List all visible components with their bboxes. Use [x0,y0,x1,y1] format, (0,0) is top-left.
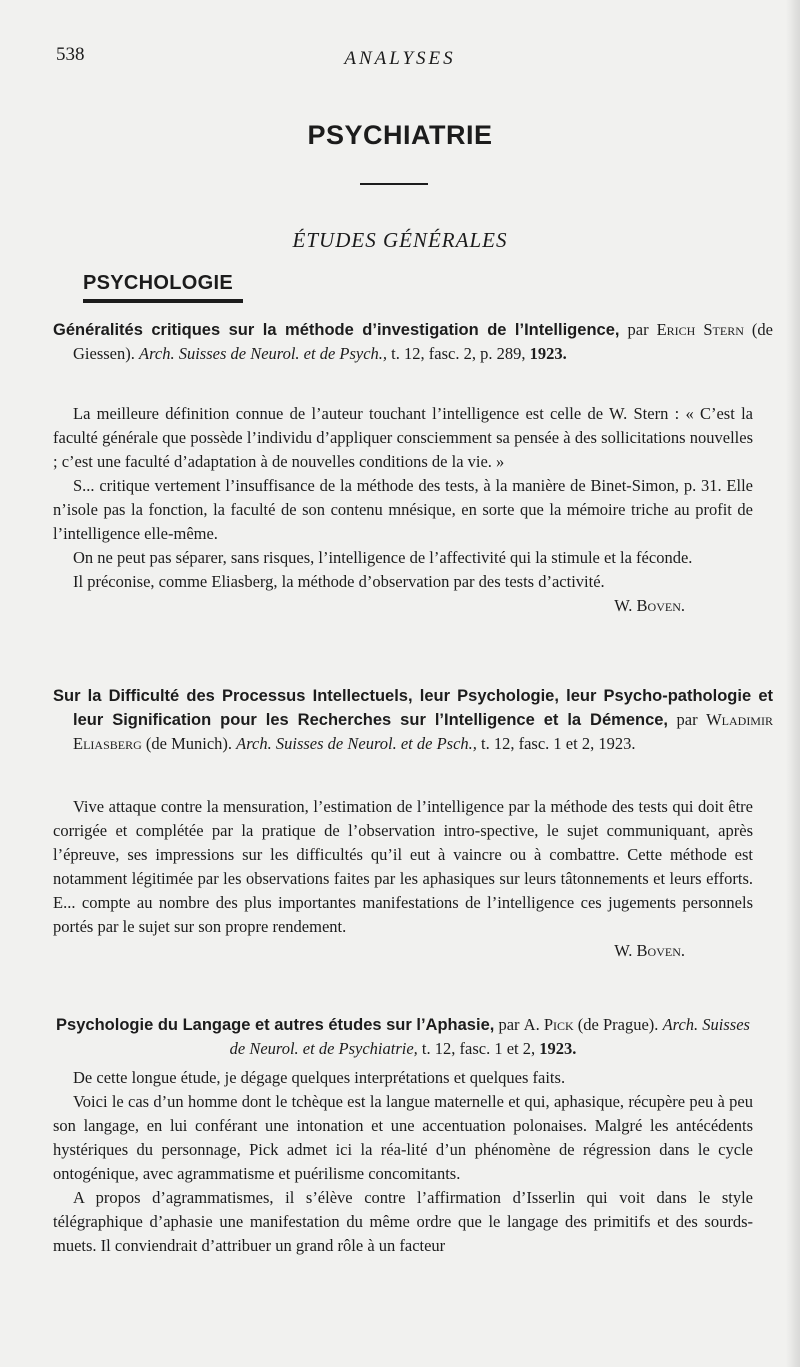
ref-details: t. 12, fasc. 1 et 2, [417,1039,540,1058]
section-heading: ÉTUDES GÉNÉRALES [292,228,508,252]
article-body [53,402,753,618]
reviewer-signature: W. Boven. [614,941,685,960]
author-place: (de Munich). [141,734,237,753]
journal-name: Arch. Suisses de Neurol. et de Psych., [138,344,388,363]
article-reference [53,318,773,366]
ref-par: par [619,320,657,339]
chapter-title: PSYCHIATRIE [307,120,493,150]
subsection-heading: PSYCHOLOGIE [83,272,233,294]
article-author: A. Pick [523,1015,574,1034]
author-place: (de Giessen). [73,320,773,363]
paragraph: A propos d’agrammatismes, il s’élève contre l’affirmation d’Isserlin qui voit dans le style télégraphique d’aphasie une manifestation du même ordre que le langage des primitifs et des sourds-muets. Il conviendrait d’attribuer un grand rôle à un facteur [53,1188,753,1255]
journal-name: Arch. Suisses de Neurol. et de Psychiatrie, [229,1015,750,1058]
paragraph: Il préconise, comme Eliasberg, la méthode d’observation par des tests d’activité. [73,572,605,591]
article-author: Erich Stern [656,320,744,339]
article-title: Psychologie du Langage et autres études sur l’Aphasie, [56,1016,495,1034]
article-reference [53,684,773,756]
paragraph: Voici le cas d’un homme dont le tchèque est la langue maternelle et qui, aphasique, récupère peu à peu son langage, en lui conférant une intonation et une accentuation polonaises. Malgré les antécédents hystériques du personnage, Pick admet ici la réa-lité d’un phénomène de régression dans le cycle ontogénique, avec agrammatisme et puérilisme concomitants. [53,1092,753,1183]
paragraph: On ne peut pas séparer, sans risques, l’intelligence de l’affectivité qui la stimule et la féconde. [73,548,693,567]
article-title: Sur la Difficulté des Processus Intellectuels, leur Psychologie, leur Psycho-pathologie et leur Signification pour les Recherches sur l’Intelligence et la Démence, [53,687,773,729]
article-title: Généralités critiques sur la méthode d’investigation de l’Intelligence, [53,321,620,339]
article-reference [53,1013,753,1061]
journal-name: Arch. Suisses de Neurol. et de Psch., [236,734,477,753]
article-body [53,795,753,963]
paragraph: La meilleure définition connue de l’auteur touchant l’intelligence est celle de W. Stern : « C’est la faculté générale que possède l’individu d’appliquer consciemment sa pensée à des sollicitations nouvelles ; c’est une faculté d’adaptation à de nouvelles conditions de la vie. » [53,404,753,471]
ref-par: par [668,710,707,729]
paragraph: Vive attaque contre la mensuration, l’estimation de l’intelligence par la méthode des tests qui doit être corrigée et complétée par la pratique de l’observation intro-spective, le sujet communiquant, après l’épreuve, ses impressions sur les difficultés qu’il eut à vaincre ou à combattre. Cette méthode est notamment légitimée par les observations faites par les aphasiques sur leurs tâtonnements et leurs efforts. E... compte au nombre des plus importantes manifestations de l’intelligence ces jugements personnels portés par le sujet sur son propre rendement. [53,797,753,936]
ref-year: 1923. [539,1039,577,1058]
author-place: (de Prague). [573,1015,663,1034]
ref-details: t. 12, fasc. 2, p. 289, [387,344,530,363]
ref-details: t. 12, fasc. 1 et 2, 1923. [476,734,636,753]
page-edge-shadow [786,0,800,1367]
article-body [53,1066,753,1258]
ref-par: par [494,1015,524,1034]
paragraph: De cette longue étude, je dégage quelques interprétations et quelques faits. [73,1068,566,1087]
page-number: 538 [56,44,85,65]
reviewer-signature: W. Boven. [614,596,685,615]
subsection-underline [83,299,243,303]
article-author: Wladimir Eliasberg [73,710,773,753]
title-divider [360,183,428,185]
ref-year: 1923. [529,344,567,363]
paragraph: S... critique vertement l’insuffisance de la méthode des tests, à la manière de Binet-Simon, p. 31. Elle n’isole pas la fonction, la faculté de son contenu mnésique, en sorte que la mémoire triche au profit de l’intelligence elle-même. [53,476,753,543]
running-head: ANALYSES [344,48,456,69]
